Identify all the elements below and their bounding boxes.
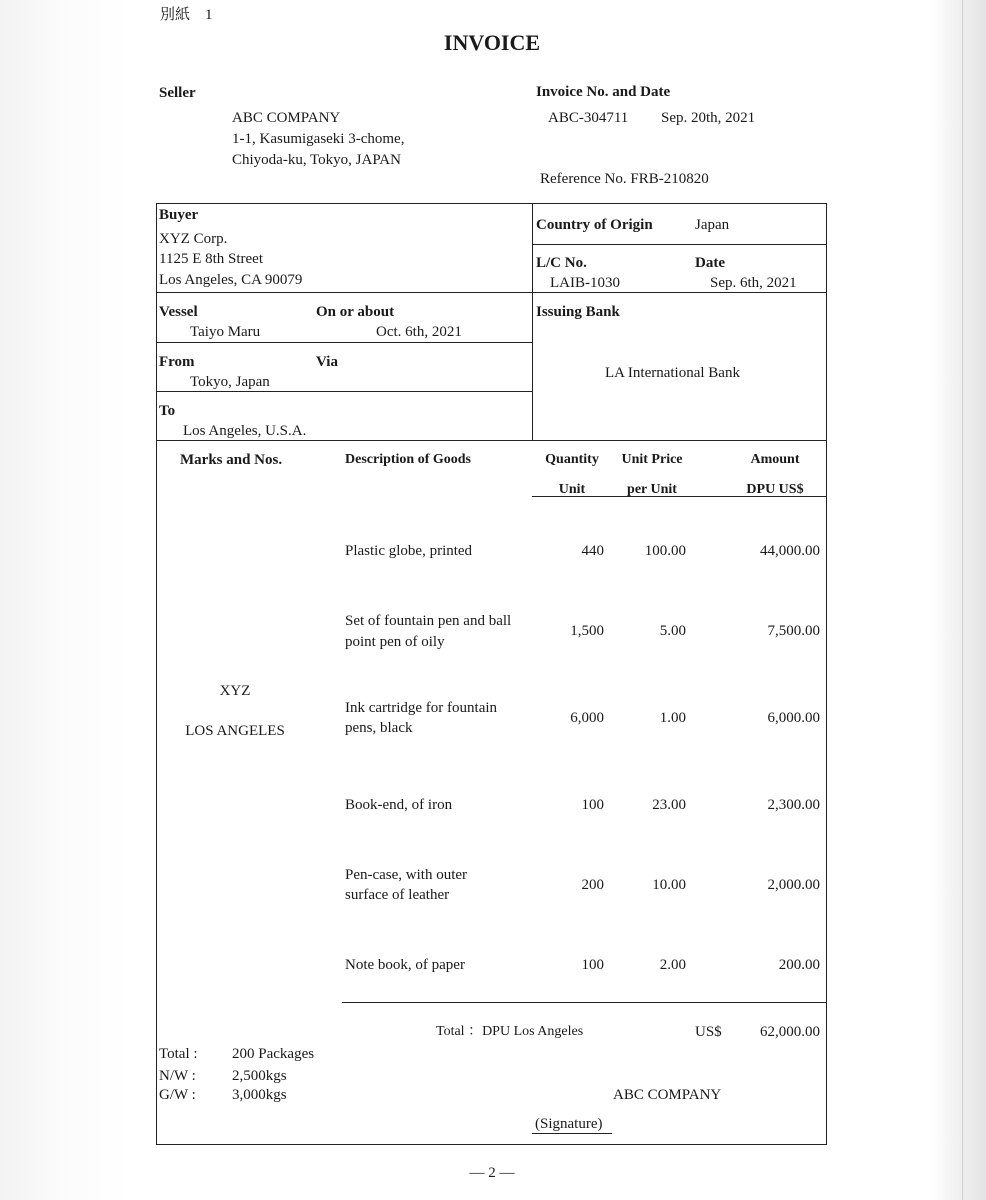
seller-name: ABC COMPANY	[232, 110, 341, 126]
item-quantity: 6,000	[570, 710, 604, 726]
item-quantity: 100	[581, 957, 604, 973]
buyer-address-line2: Los Angeles, CA 90079	[159, 272, 303, 288]
item-description: Book-end, of iron	[345, 797, 453, 813]
total-amount: 62,000.00	[760, 1024, 820, 1040]
unit-price-header: Unit Price	[621, 452, 683, 467]
on-or-about-value: Oct. 6th, 2021	[376, 324, 462, 340]
page-edge	[962, 0, 963, 1200]
table-left-border	[156, 203, 157, 1145]
to-value: Los Angeles, U.S.A.	[183, 423, 307, 439]
item-amount: 200.00	[778, 957, 820, 973]
net-weight-value: 2,500kgs	[232, 1068, 287, 1084]
item-description-line2: point pen of oily	[345, 634, 445, 650]
total-currency: US$	[695, 1024, 722, 1040]
from-label: From	[159, 354, 195, 370]
table-bottom-border	[156, 1144, 827, 1145]
from-value: Tokyo, Japan	[190, 374, 270, 390]
item-amount: 2,000.00	[767, 877, 820, 893]
item-description-line2: pens, black	[345, 720, 413, 736]
goods-header-top-border	[156, 440, 827, 441]
origin-divider	[532, 244, 827, 245]
packages-label: Total :	[159, 1046, 198, 1062]
item-quantity: 200	[581, 877, 604, 893]
table-right-border	[826, 203, 827, 1145]
invoice-number: ABC-304711	[548, 110, 629, 126]
buyer-divider	[156, 292, 827, 293]
item-quantity: 100	[581, 797, 604, 813]
seller-label: Seller	[159, 85, 196, 101]
item-amount: 6,000.00	[767, 710, 820, 726]
invoice-date: Sep. 20th, 2021	[661, 110, 756, 126]
net-weight-label: N/W :	[159, 1068, 196, 1084]
item-description: Ink cartridge for fountain	[345, 700, 498, 716]
on-or-about-label: On or about	[316, 304, 395, 320]
table-top-border	[156, 203, 827, 204]
item-unit-price: 100.00	[644, 543, 686, 559]
items-total-divider	[342, 1002, 827, 1003]
item-unit-price: 1.00	[659, 710, 686, 726]
total-label: Total ：DPU Los Angeles	[436, 1024, 584, 1039]
page-number: — 2 —	[469, 1165, 515, 1181]
item-description: Plastic globe, printed	[345, 543, 473, 559]
issuing-bank-label: Issuing Bank	[536, 304, 620, 320]
gross-weight-label: G/W :	[159, 1087, 196, 1103]
item-amount: 44,000.00	[760, 543, 820, 559]
item-amount: 7,500.00	[767, 623, 820, 639]
buyer-address-line1: 1125 E 8th Street	[159, 251, 264, 267]
lc-date-value: Sep. 6th, 2021	[710, 275, 797, 291]
country-of-origin-value: Japan	[695, 217, 730, 233]
item-description: Set of fountain pen and ball	[345, 613, 512, 629]
item-description: Note book, of paper	[345, 957, 465, 973]
item-unit-price: 2.00	[659, 957, 686, 973]
marks-line1: XYZ	[219, 683, 251, 699]
buyer-name: XYZ Corp.	[159, 231, 228, 247]
vessel-divider	[156, 342, 532, 343]
packages-value: 200 Packages	[232, 1046, 315, 1062]
amount-sub-header: DPU US$	[746, 482, 804, 497]
to-label: To	[159, 403, 176, 419]
item-description: Pen-case, with outer	[345, 867, 468, 883]
signature-company: ABC COMPANY	[613, 1087, 722, 1103]
quantity-header: Quantity	[545, 452, 599, 467]
document-title: INVOICE	[443, 30, 541, 55]
item-quantity: 1,500	[570, 623, 604, 639]
quantity-unit-header: Unit	[558, 482, 586, 497]
country-of-origin-label: Country of Origin	[536, 217, 653, 233]
from-divider	[156, 391, 532, 392]
header-column-divider	[532, 203, 533, 441]
marks-line2: LOS ANGELES	[185, 723, 285, 739]
unit-price-sub-header: per Unit	[627, 482, 677, 497]
description-header: Description of Goods	[345, 452, 471, 467]
lc-number-label: L/C No.	[536, 255, 587, 271]
invoice-no-date-label: Invoice No. and Date	[536, 84, 671, 100]
issuing-bank-value: LA International Bank	[605, 365, 740, 381]
buyer-label: Buyer	[159, 207, 199, 223]
seller-address-line1: 1-1, Kasumigaseki 3-chome,	[232, 131, 405, 147]
marks-header: Marks and Nos.	[180, 452, 283, 468]
item-quantity: 440	[581, 543, 604, 559]
lc-date-label: Date	[695, 255, 725, 271]
item-unit-price: 23.00	[652, 797, 686, 813]
vessel-value: Taiyo Maru	[190, 324, 261, 340]
amount-header: Amount	[750, 452, 800, 467]
item-description-line2: surface of leather	[345, 887, 450, 903]
signature-label: (Signature)	[535, 1116, 603, 1132]
item-unit-price: 5.00	[659, 623, 686, 639]
reference-number: Reference No. FRB-210820	[540, 171, 709, 187]
attachment-label: 別紙 1	[160, 7, 213, 23]
item-unit-price: 10.00	[652, 877, 686, 893]
signature-line	[532, 1133, 612, 1134]
item-amount: 2,300.00	[767, 797, 820, 813]
seller-address-line2: Chiyoda-ku, Tokyo, JAPAN	[232, 152, 401, 168]
gross-weight-value: 3,000kgs	[232, 1087, 287, 1103]
vessel-label: Vessel	[159, 304, 198, 320]
lc-number-value: LAIB-1030	[550, 275, 620, 291]
via-label: Via	[316, 354, 338, 370]
